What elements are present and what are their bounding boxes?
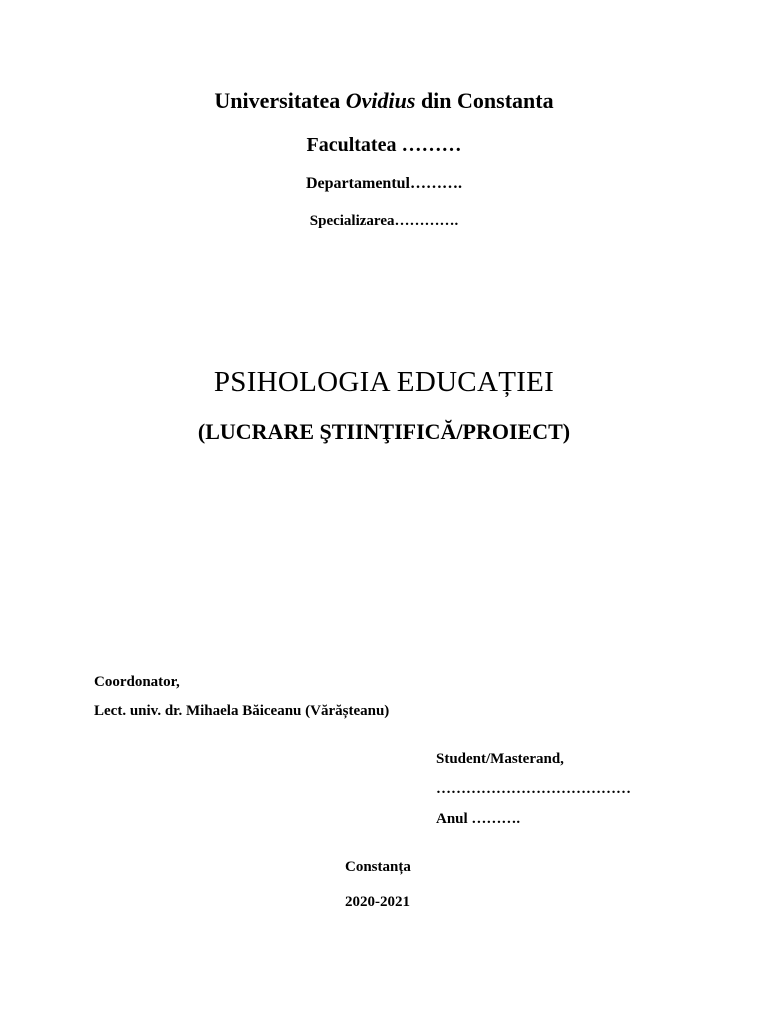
coordinator-label: Coordonator, <box>94 674 180 690</box>
university-name-italic: Ovidius <box>345 88 416 113</box>
university-name-suffix: din Constanta <box>415 88 554 113</box>
specialization-line: Specializarea…………. <box>309 213 459 229</box>
document-subtitle: (LUCRARE ŞTIINŢIFICĂ/PROIECT) <box>197 419 571 444</box>
city: Constanța <box>345 859 411 875</box>
student-name-placeholder: ………………………………… <box>436 781 631 797</box>
university-name <box>0 90 768 112</box>
coordinator-name: Lect. univ. dr. Mihaela Băiceanu (Vărășteanu) <box>94 703 390 719</box>
document-title: PSIHOLOGIA EDUCAȚIEI <box>213 366 555 398</box>
academic-year: 2020-2021 <box>345 894 410 910</box>
university-name-prefix: Universitatea <box>214 88 346 113</box>
department-line: Departamentul………. <box>306 175 462 192</box>
student-label: Student/Masterand, <box>436 751 564 767</box>
student-year: Anul ………. <box>436 811 521 827</box>
faculty-line: Facultatea ……… <box>306 134 462 156</box>
